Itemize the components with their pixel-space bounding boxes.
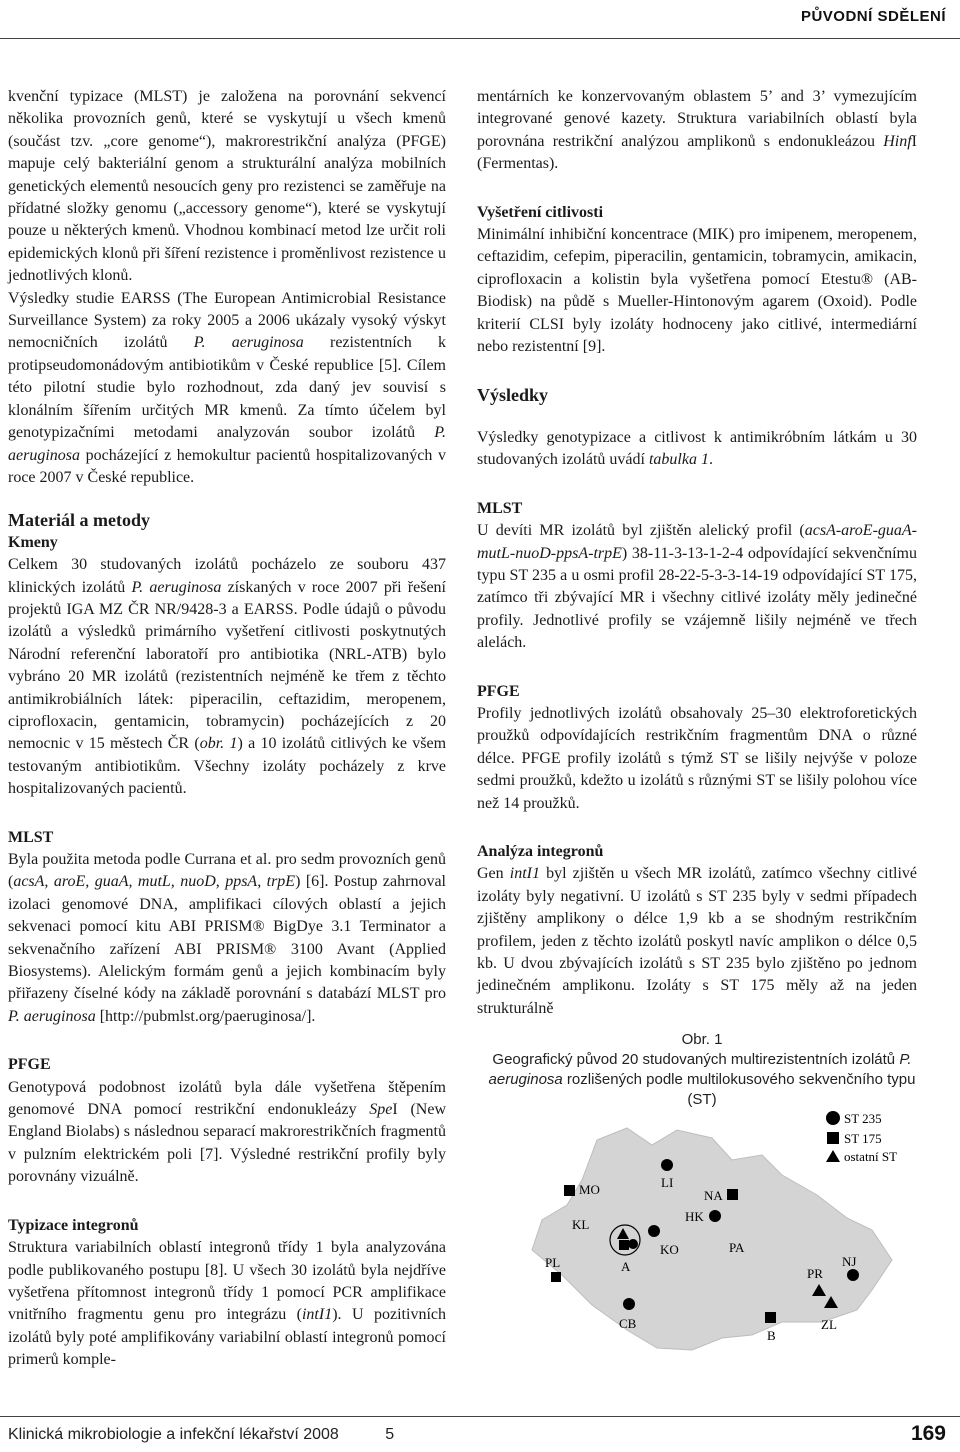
legend-other-label: ostatní ST	[844, 1149, 898, 1164]
integron-results-heading: Analýza integronů	[477, 842, 604, 860]
pfge-results-heading: PFGE	[477, 682, 520, 700]
marker-na-square	[727, 1189, 738, 1200]
region-li-label: LI	[661, 1175, 674, 1190]
strains-heading: Kmeny	[8, 533, 58, 551]
legend-st175-label: ST 175	[844, 1131, 882, 1146]
mlst-methods-heading: MLST	[8, 828, 54, 846]
page-number: 169	[910, 1422, 946, 1445]
region-pa-label: PA	[729, 1240, 745, 1255]
region-a-label: A	[621, 1259, 631, 1274]
region-na-label: NA	[704, 1188, 723, 1203]
integron-continued-paragraph: mentárních ke konzervovaným oblastem 5’ and 3’ vymezujícím integrované genové kazety. Struktura variabilních oblastí byla porovnána restrikční analýzou amplikonů s endonukleázou HinfI (Fermentas).	[477, 88, 917, 173]
region-kl-label: KL	[572, 1217, 590, 1232]
susceptibility-heading: Vyšetření citlivosti	[477, 203, 604, 221]
integron-results-paragraph: Gen intI1 byl zjištěn u všech MR izolátů, zatímco všechny citlivé izoláty byly negativní. U izolátů s ST 235 byly v sedmi případech zjištěny amplikony o délce 1,9 kb a se shodným restrikčním profilem, jeden z těchto izolátů poskytl navíc amplikon o délce 0,5 kb. U dvou zbývajících izolátů s ST 235 bylo zjištěno po jednom jedinečném amplikonu. Izoláty s ST 175 měly až na jeden strukturálně	[477, 865, 918, 1017]
figure-caption	[477, 1030, 927, 1110]
region-pr-label: PR	[807, 1266, 823, 1281]
marker-cb-circle	[623, 1298, 635, 1310]
legend-st175-square	[827, 1132, 839, 1144]
figure-caption-text: Geografický původ 20 studovaných multirezistentních izolátů P. aeruginosa rozlišených podle multilokusového sekvenčního typu (ST)	[488, 1051, 916, 1108]
footer	[8, 1426, 394, 1444]
marker-nj-circle	[847, 1269, 859, 1281]
region-nj-label: NJ	[842, 1254, 857, 1269]
marker-pl-square	[551, 1272, 561, 1282]
issue-number: 5	[385, 1426, 395, 1443]
earss-paragraph: Výsledky studie EARSS (The European Antimicrobial Resistance Surveillance System) za roky 2005 a 2006 ukázaly vysoký výskyt nemocničních izolátů P. aeruginosa rezistentních k protipseudomonádovým antibiotikům v České republice [5]. Cílem této pilotní studie bylo rozhodnout, zda daný jev souvisí s klonálním šířením určitých MR kmenů. Za tímto účelem byl genotypizačními metodami analyzován soubor izolátů P. aeruginosa pocházející z hemokultur pacientů hospitalizovaných v roce 2007 v České republice.	[8, 289, 446, 486]
marker-a-circle	[628, 1239, 638, 1249]
right-column	[477, 86, 917, 1020]
mlst-results-paragraph: U devíti MR izolátů byl zjištěn alelický profil (acsA-aroE-guaA-mutL-nuoD-ppsA-trpE) 38-11-3-13-1-2-4 odpovídající sekvenčnímu typu ST 235 a u osmi profil 28-22-5-3-3-14-19 odpovídající ST 175, zatímco tři zbývající MR i všechny citlivé izoláty měly jedinečné profily. Jednotlivé profily se vzájemně lišily nejméně ve třech alelách.	[477, 522, 917, 652]
region-hk-label: HK	[685, 1209, 704, 1224]
legend-st235-circle	[826, 1111, 840, 1125]
pfge-results-paragraph: Profily jednotlivých izolátů obsahovaly 25–30 elektroforetických proužků odpovídajících restrikčním fragmentům DNA o různé délce. PFGE profily izolátů s týmž ST se lišily nejvýše v poloze sedmi proužků, kdežto u izolátů s různými ST se lišily polohou více než 14 proužků.	[477, 704, 917, 812]
section-title: PŮVODNÍ SDĚLENÍ	[800, 8, 946, 25]
marker-hk-circle	[709, 1210, 721, 1222]
mlst-methods-paragraph: Byla použita metoda podle Currana et al. pro sedm provozních genů (acsA, aroE, guaA, mutL, nuoD, ppsA, trpE) [6]. Postup zahrnoval izolaci genomové DNA, amplifikaci cílových oblastí a jejich sekvenaci pomocí kitu ABI PRISM® BigDye 3.1 Terminator a sekvenačního zařízení ABI PRISM® 3100 Avant (Applied Biosystems). Alelickým formám genů a jejich kombinacím byly přiřazeny číselné kódy na základě porovnání s databází MLST pro P. aeruginosa [http://pubmlst.org/paeruginosa/].	[8, 851, 446, 1025]
marker-a-square	[619, 1240, 629, 1250]
marker-li-circle	[661, 1159, 673, 1171]
region-cb-label: CB	[619, 1316, 637, 1331]
legend-st235-label: ST 235	[844, 1111, 882, 1126]
legend-other-triangle	[826, 1150, 840, 1162]
region-mo-label: MO	[579, 1182, 600, 1197]
left-column	[8, 86, 446, 1372]
pfge-methods-paragraph: Genotypová podobnost izolátů byla dále vyšetřena štěpením genomové DNA pomocí restrikční endonukleázy SpeI (New England Biolabs) s následnou separací makrorestrikčních fragmentů v pulzním elektrickém poli [7]. Výsledné restrikční profily byly porovnány vizuálně.	[8, 1078, 446, 1186]
methods-heading: Materiál a metody	[8, 510, 150, 531]
results-heading: Výsledky	[477, 385, 549, 406]
czech-map	[477, 1100, 927, 1355]
integron-methods-heading: Typizace integronů	[8, 1216, 139, 1234]
header-divider	[0, 38, 960, 39]
marker-b-square	[765, 1312, 776, 1323]
footer-divider	[0, 1416, 960, 1417]
region-pl-label: PL	[545, 1255, 561, 1270]
integron-methods-paragraph: Struktura variabilních oblastí integronů třídy 1 byla analyzována podle publikovaného postupu [8]. U všech 30 izolátů byla nejdříve vyšetřena přítomnost integronů třídy 1 pomocí PCR amplifikace vnitřního fragmentu genu pro integrázu (intI1). U pozitivních izolátů byly poté amplifikovány variabilní oblastí integronů pomocí primerů komple-	[8, 1239, 446, 1369]
figure-label: Obr. 1	[681, 1031, 723, 1048]
marker-mo-square	[564, 1185, 575, 1196]
mlst-results-heading: MLST	[477, 499, 523, 517]
journal-name: Klinická mikrobiologie a infekční lékařství 2008	[8, 1426, 339, 1443]
region-ko-label: KO	[660, 1242, 679, 1257]
region-zl-label: ZL	[821, 1317, 837, 1332]
susceptibility-paragraph: Minimální inhibiční koncentrace (MIK) pro imipenem, meropenem, ceftazidim, cefepim, piperacilin, gentamicin, tobramycin, amikacin, ciprofloxacin a kolistin byla vyšetřena pomocí Etestu® (AB-Biodisk) na půdě s Mueller-Hintonovým agarem (Oxoid). Podle kriterií CLSI byly izoláty hodnoceny jako citlivé, intermediární nebo rezistentní [9].	[477, 226, 917, 356]
intro-paragraph: kvenční typizace (MLST) je založena na porovnání sekvencí několika provozních genů, které se vyskytují u všech kmenů (součást tzv. „core genome“), makrorestrikční analýza (PFGE) mapuje celý bakteriální genom a strukturální analýza mobilních genetických elementů nesoucích geny pro rezistenci se zaměřuje na přídatné složky genomu („accessory genome“), které se vyskytují pouze u některých kmenů. Vhodnou kombinací metod lze určit roli epidemických klonů při šíření rezistence i proměnlivost rezistence u jednotlivých klonů.	[8, 88, 446, 285]
region-b-label: B	[767, 1328, 776, 1343]
pfge-methods-heading: PFGE	[8, 1056, 51, 1074]
figure-1	[477, 1030, 927, 1355]
results-paragraph: Výsledky genotypizace a citlivost k antimikróbním látkám u 30 studovaných izolátů uvádí tabulka 1.	[477, 428, 917, 469]
marker-ko-circle	[648, 1225, 660, 1237]
strains-paragraph: Celkem 30 studovaných izolátů pocházelo ze souboru 437 klinických izolátů P. aeruginosa získaných v roce 2007 při řešení projektů IGA MZ ČR NR/9428-3 a EARSS. Podle údajů o původu izolátů a výsledků primárního vyšetření citlivosti poskytnutých Národní referenční laboratoří pro antibiotika (NRL-ATB) bylo vybráno 20 MR izolátů (rezistentních nejméně ke třem z těchto antimikrobiálních látek: piperacilin, ceftazidim, meropenem, ciprofloxacin, gentamicin, tobramycin) pocházejících z 20 nemocnic v 15 městech ČR (obr. 1) a 10 izolátů citlivých ke všem testovaným antibiotikům. Všechny izoláty pocházely z krve hospitalizovaných pacientů.	[8, 556, 447, 798]
